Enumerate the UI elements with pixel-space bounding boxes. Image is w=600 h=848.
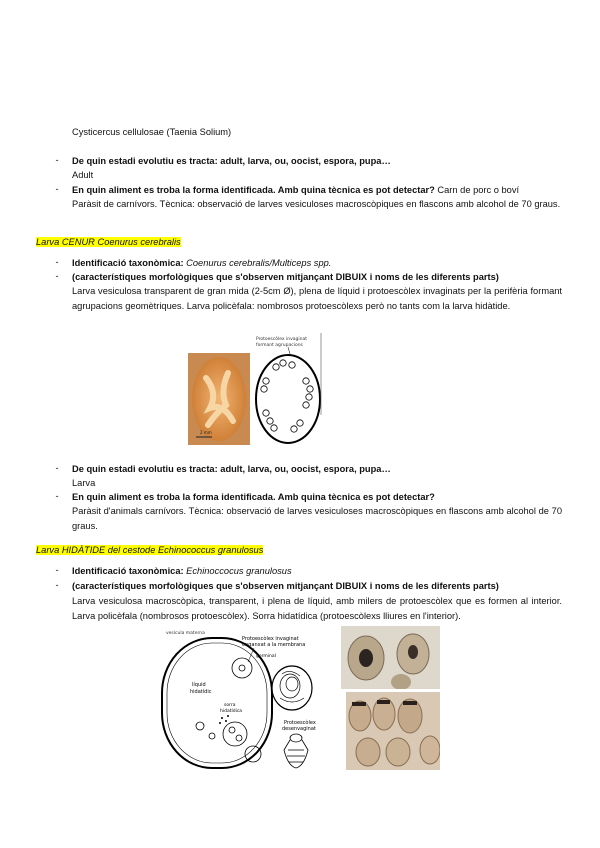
label-sorra: sorra	[224, 703, 236, 708]
label-vesicula: vesícula materna	[166, 631, 205, 636]
hydatid-sand-micrograph	[346, 692, 440, 770]
micrograph-photo-2	[346, 692, 440, 770]
bullet-dash: -	[55, 580, 59, 590]
answer-stage: Larva	[72, 478, 96, 488]
question-food: En quin aliment es troba la forma identificada. Amb quina tècnica es pot detectar?	[72, 492, 435, 502]
coenurus-drawing	[256, 355, 320, 443]
taxonomy-answer: Echinoccocus granulosus	[183, 566, 292, 576]
species-title: Cysticercus cellulosae (Taenia Solium)	[72, 127, 232, 137]
micrograph-photo-1	[341, 626, 440, 689]
taxonomy-answer: Coenurus cerebralis/Multiceps spp.	[183, 258, 332, 268]
taxonomy-question: Identificació taxonòmica:	[72, 566, 184, 576]
bullet-dash: -	[55, 155, 59, 165]
evaginated-protoscolex	[284, 734, 308, 768]
taxonomy-question: Identificació taxonòmica:	[72, 258, 184, 268]
label-desenvaginat: desenvaginat	[282, 726, 316, 732]
label-proto-sub: enganxat a la membrana	[242, 642, 306, 648]
taxonomy-line	[72, 565, 292, 578]
bullet-dash: -	[55, 271, 59, 281]
heading-highlight: Larva CENUR Coenurus cerebralis	[36, 237, 181, 247]
morphology-answer: Larva vesiculosa macroscòpica, transparent, i plena de líquid, amb milers de protoescòlex que es formen al interior. Larva policèfala (nombrosos protoescòlex). Sorra hidatídica (protoescòlexs lliures en l'interior).	[72, 596, 562, 621]
figure-label-1: Protoescòlex invaginat	[256, 337, 308, 342]
label-proto-title: Protoescòlex invaginat	[242, 636, 299, 642]
question-stage: De quin estadi evolutiu es tracta: adult, larva, ou, oocist, espora, pupa…	[72, 156, 391, 166]
morphology-question: (característiques morfològiques que s'observen mitjançant DIBUIX i noms de les diferents parts)	[72, 272, 499, 282]
coenurus-photo	[192, 357, 246, 441]
taxonomy-line	[72, 257, 331, 270]
hydatid-drawing-figure	[160, 626, 335, 772]
coenurus-illustration	[188, 333, 324, 449]
question-stage: De quin estadi evolutiu es tracta: adult, larva, ou, oocist, espora, pupa…	[72, 464, 391, 474]
answer-food-inline: Carn de porc o boví	[434, 185, 520, 195]
label-liquid: líquid	[192, 682, 206, 688]
bullet-dash: -	[55, 463, 59, 473]
question-food: En quin aliment es troba la forma identificada. Amb quina tècnica es pot detectar?	[72, 185, 435, 195]
morphology-answer: Larva vesiculosa transparent de gran mida (2-5cm Ø), plena de líquid i protoescòlex invaginats per la perifèria formant agrupacions geomètriques. Larva policèfala: nombrosos protoescòlexs però no tants com la larva hidàtide.	[72, 286, 562, 311]
answer-food-desc: Paràsit d'animals carnívors. Tècnica: observació de larves vesiculoses macroscòpiques en flascons amb alcohol de 70 graus.	[72, 506, 562, 531]
label-hidatidic: hidatídic	[190, 689, 212, 695]
hydatid-illustration	[160, 626, 335, 772]
section-heading-hydatid	[36, 544, 263, 557]
coenurus-figure	[188, 333, 324, 449]
label-germinal: germinal	[256, 654, 276, 659]
heading-highlight: Larva HIDÀTIDE del cestode Echinococcus granulosus	[36, 545, 264, 555]
bullet-dash: -	[55, 257, 59, 267]
section-heading-coenurus	[36, 236, 181, 249]
label-protoescolex: Protoescòlex	[284, 720, 316, 726]
figure-label-2: formant agrupacions	[256, 343, 303, 348]
bullet-dash: -	[55, 491, 59, 501]
bullet-dash: -	[55, 184, 59, 194]
answer-stage: Adult	[72, 170, 94, 180]
morphology-question: (característiques morfològiques que s'observen mitjançant DIBUIX i noms de les diferents parts)	[72, 581, 499, 591]
invaginated-protoscolex	[272, 666, 312, 710]
label-hidatidica: hidatídica	[220, 709, 243, 714]
bullet-dash: -	[55, 565, 59, 575]
scale-label: 2 mm	[200, 430, 212, 435]
answer-food-desc: Paràsit de carnívors. Tècnica: observació de larves vesiculoses macroscòpiques en flascons amb alcohol de 70 graus.	[72, 199, 561, 209]
protoscolex-micrograph	[341, 626, 440, 689]
question-food-line	[72, 184, 519, 197]
